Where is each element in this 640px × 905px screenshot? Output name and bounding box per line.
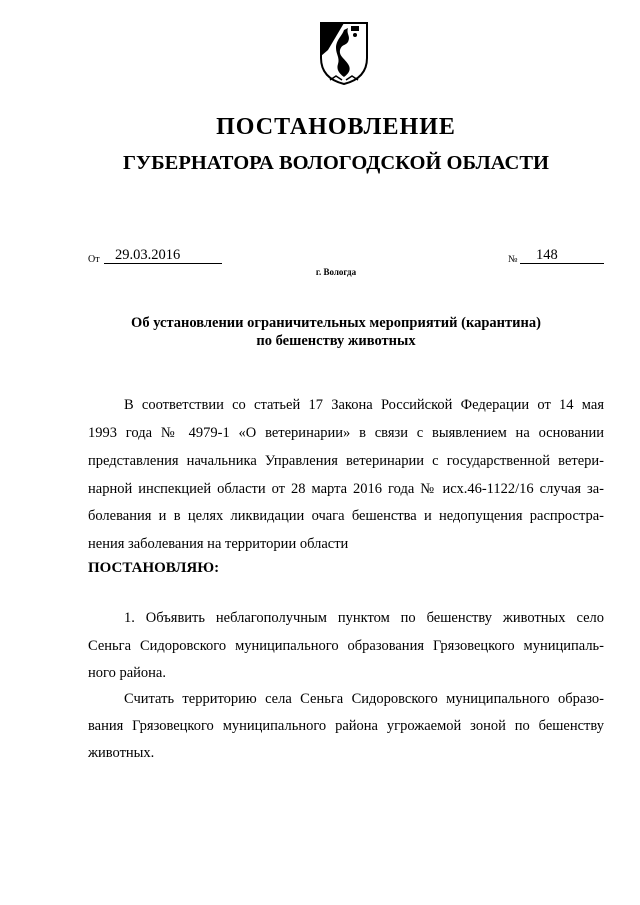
item1-line: Сеньга Сидоровского муниципального образования Грязовецкого муниципаль- bbox=[88, 638, 604, 654]
number-field bbox=[520, 247, 604, 264]
document-issuer: ГУБЕРНАТОРА ВОЛОГОДСКОЙ ОБЛАСТИ bbox=[123, 152, 549, 174]
subject-line-1: Об установлении ограничительных мероприятий (карантина) bbox=[131, 315, 541, 331]
city-label: г. Вологда bbox=[315, 267, 357, 277]
item2-line: Считать территорию села Сеньга Сидоровского муниципального образо- bbox=[124, 691, 604, 707]
date-value: 29.03.2016 bbox=[115, 247, 181, 263]
number-prefix: № bbox=[508, 254, 518, 265]
item2-line: вания Грязовецкого муниципального района угрожаемой зоной по бешенству bbox=[88, 718, 604, 734]
preamble-line: В соответствии со статьей 17 Закона Российской Федерации от 14 мая bbox=[124, 397, 604, 413]
preamble-line: нарной инспекцией области от 28 марта 2016 года № исх.46-1122/16 случая за- bbox=[88, 481, 604, 497]
number-value: 148 bbox=[536, 247, 558, 263]
item1-line: 1. Объявить неблагополучным пунктом по бешенству животных село bbox=[124, 610, 604, 626]
preamble-line: 1993 года № 4979-1 «О ветеринарии» в связи с выявлением на основании bbox=[88, 425, 604, 441]
subject-line-2: по бешенству животных bbox=[256, 333, 416, 349]
coat-of-arms-emblem bbox=[318, 20, 370, 86]
preamble-line: нения заболевания на территории области bbox=[88, 536, 349, 552]
preamble-line: болевания и в целях ликвидации очага бешенства и недопущения распростра- bbox=[88, 508, 604, 524]
item1-line: ного района. bbox=[88, 665, 166, 681]
document-title: ПОСТАНОВЛЕНИЕ bbox=[216, 114, 456, 140]
resolve-heading: ПОСТАНОВЛЯЮ: bbox=[88, 560, 220, 576]
date-prefix: От bbox=[88, 254, 100, 265]
item2-line: животных. bbox=[88, 745, 155, 761]
date-field bbox=[104, 247, 222, 264]
preamble-line: представления начальника Управления ветеринарии с государственной ветери- bbox=[88, 453, 604, 469]
